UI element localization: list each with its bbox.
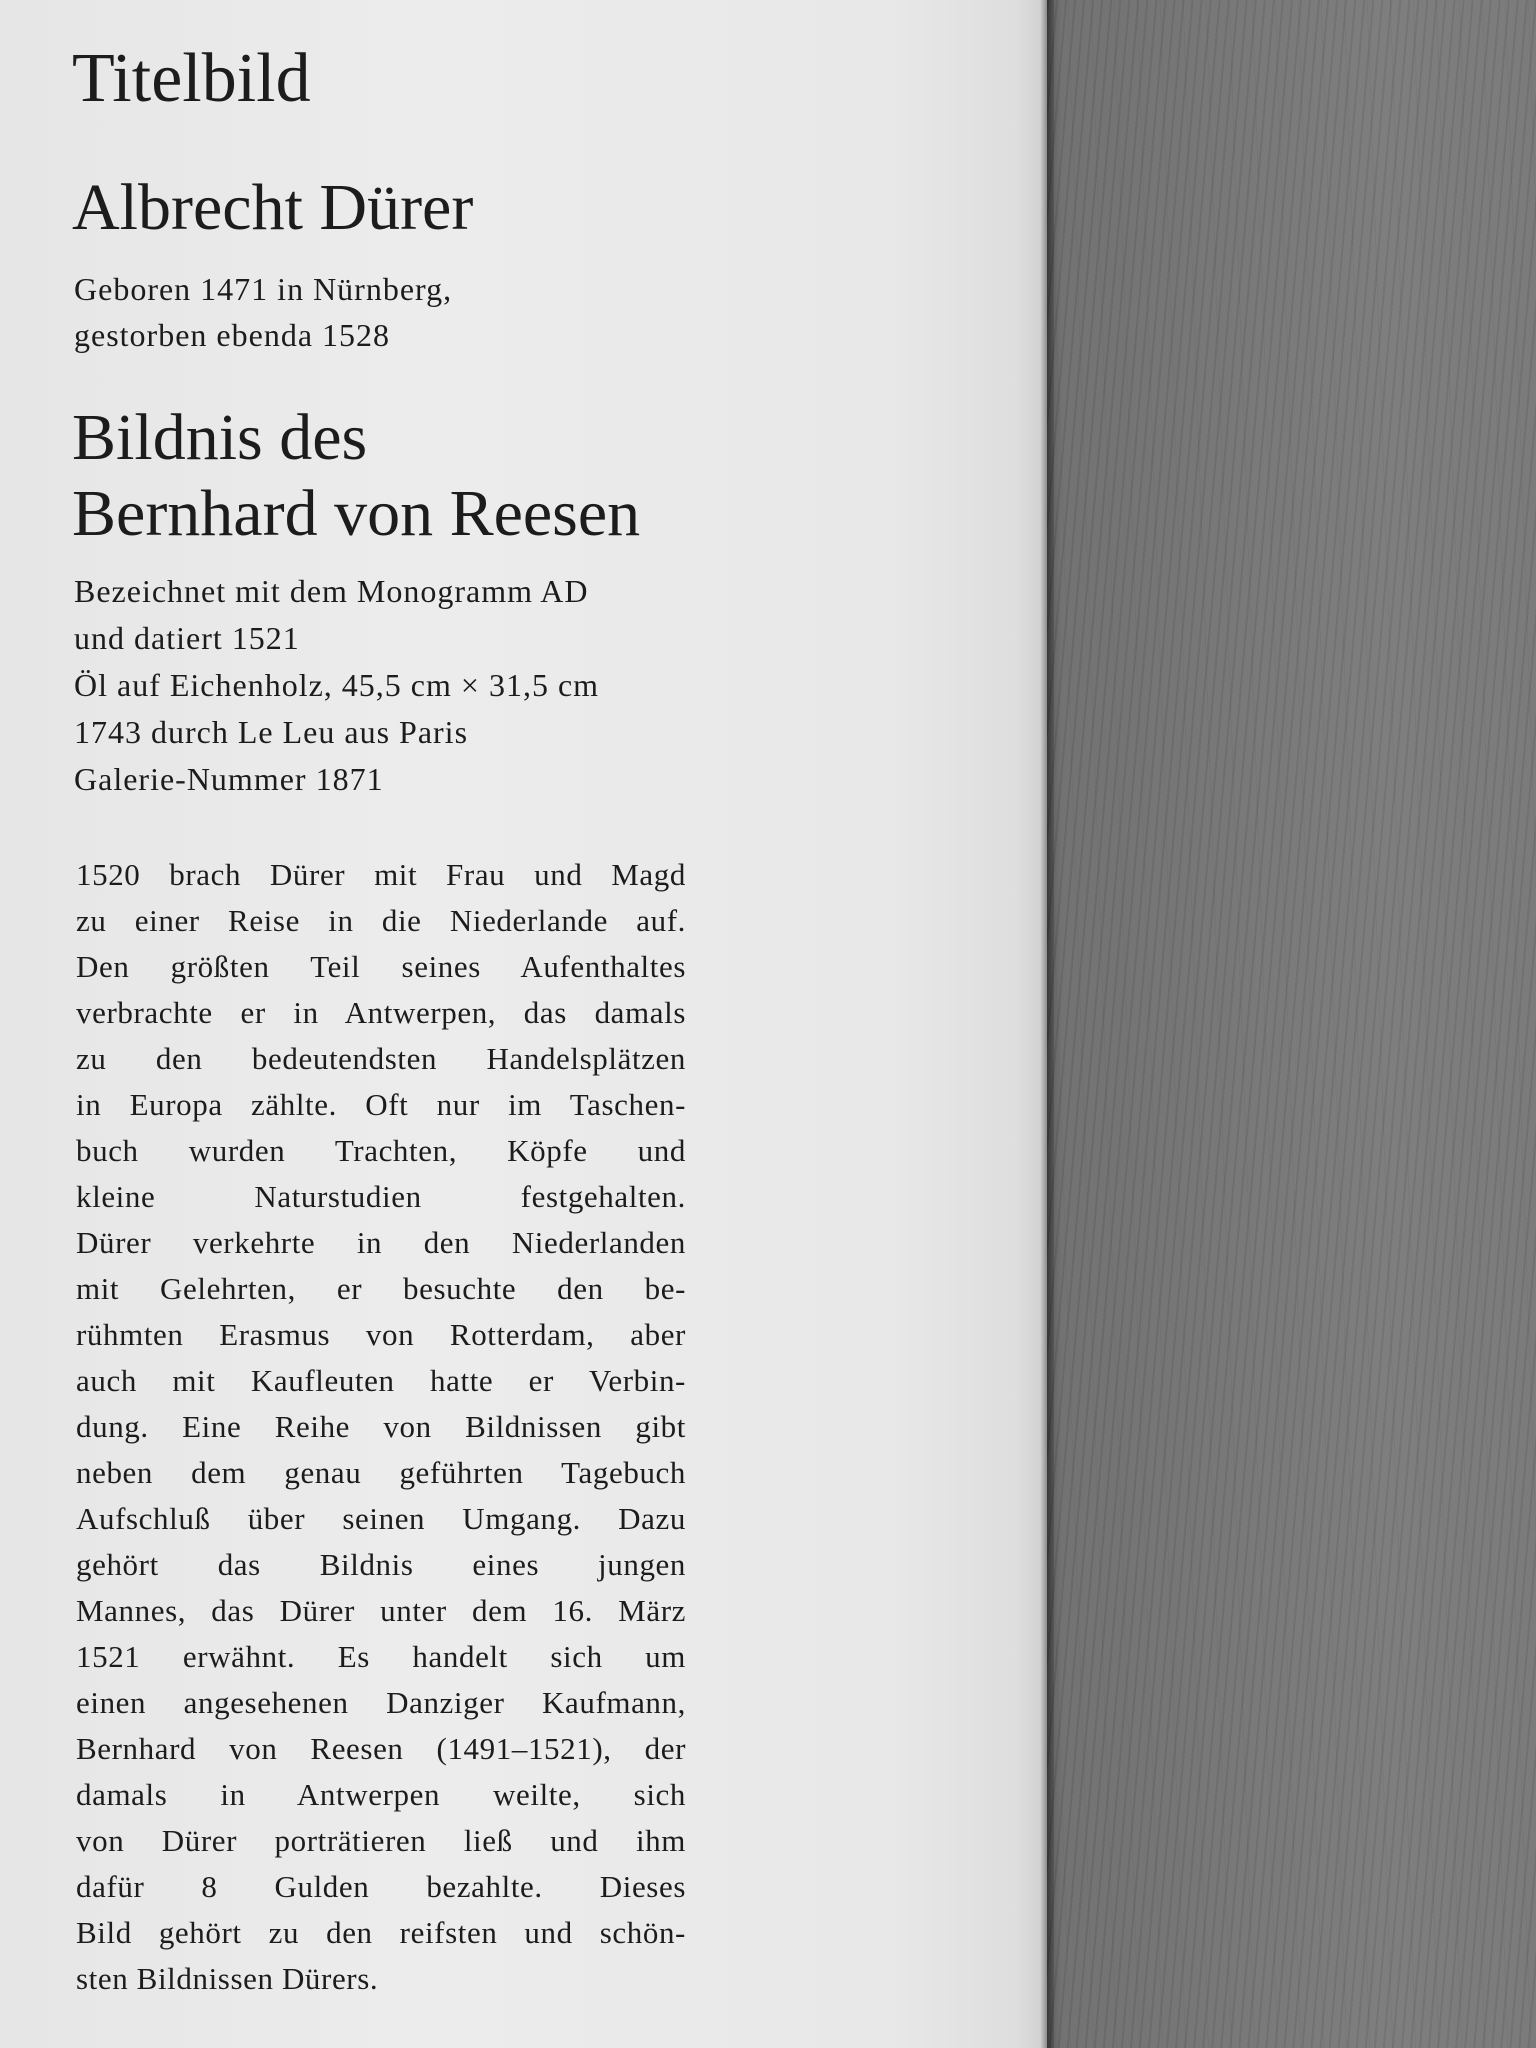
body-line: gehört das Bildnis eines jungen — [76, 1547, 686, 1582]
body-line: Dürer verkehrte in den Niederlanden — [76, 1225, 686, 1260]
detail-line: 1743 durch Le Leu aus Paris — [74, 714, 469, 750]
body-line: buch wurden Trachten, Köpfe und — [76, 1133, 686, 1168]
body-line: sten Bildnissen Dürers. — [76, 1961, 379, 1996]
body-line: verbrachte er in Antwerpen, das damals — [76, 995, 686, 1030]
body-line: Den größten Teil seines Aufenthaltes — [76, 949, 686, 984]
body-line: einen angesehenen Danziger Kaufmann, — [76, 1685, 686, 1720]
body-line: zu einer Reise in die Niederlande auf. — [76, 903, 686, 938]
body-line: Aufschluß über seinen Umgang. Dazu — [76, 1501, 686, 1536]
detail-line: Bezeichnet mit dem Monogramm AD — [74, 573, 589, 609]
body-line: in Europa zählte. Oft nur im Taschen- — [76, 1087, 686, 1122]
body-line: 1521 erwähnt. Es handelt sich um — [76, 1639, 686, 1674]
body-line: damals in Antwerpen weilte, sich — [76, 1777, 686, 1812]
body-line: Bild gehört zu den reifsten und schön- — [76, 1915, 686, 1950]
work-details — [74, 568, 599, 803]
body-line: kleine Naturstudien festgehalten. — [76, 1179, 686, 1214]
page-edge-shadow — [1040, 0, 1054, 2048]
body-line: auch mit Kaufleuten hatte er Verbin- — [76, 1363, 686, 1398]
work-title — [72, 400, 640, 552]
body-line: Mannes, das Dürer unter dem 16. März — [76, 1593, 686, 1628]
artist-bio — [74, 266, 452, 358]
body-line: 1520 brach Dürer mit Frau und Magd — [76, 857, 686, 892]
body-line: dung. Eine Reihe von Bildnissen gibt — [76, 1409, 686, 1444]
body-line: zu den bedeutendsten Handelsplätzen — [76, 1041, 686, 1076]
detail-line: Öl auf Eichenholz, 45,5 cm × 31,5 cm — [74, 667, 600, 703]
body-line: rühmten Erasmus von Rotterdam, aber — [76, 1317, 686, 1352]
body-line: neben dem genau geführten Tagebuch — [76, 1455, 686, 1490]
body-text — [76, 852, 686, 2002]
body-line: von Dürer porträtieren ließ und ihm — [76, 1823, 686, 1858]
work-title-line: Bildnis des — [72, 401, 368, 474]
detail-line: und datiert 1521 — [74, 620, 300, 656]
work-title-line: Bernhard von Reesen — [72, 477, 641, 550]
body-line: Bernhard von Reesen (1491–1521), der — [76, 1731, 686, 1766]
bio-line: gestorben ebenda 1528 — [74, 317, 391, 353]
wood-background — [1047, 0, 1536, 2048]
body-line: mit Gelehrten, er besuchte den be- — [76, 1271, 686, 1306]
section-heading: Titelbild — [72, 40, 311, 117]
body-line: dafür 8 Gulden bezahlte. Dieses — [76, 1869, 686, 1904]
bio-line: Geboren 1471 in Nürnberg, — [74, 271, 453, 307]
detail-line: Galerie-Nummer 1871 — [74, 761, 384, 797]
artist-name: Albrecht Dürer — [72, 171, 474, 244]
